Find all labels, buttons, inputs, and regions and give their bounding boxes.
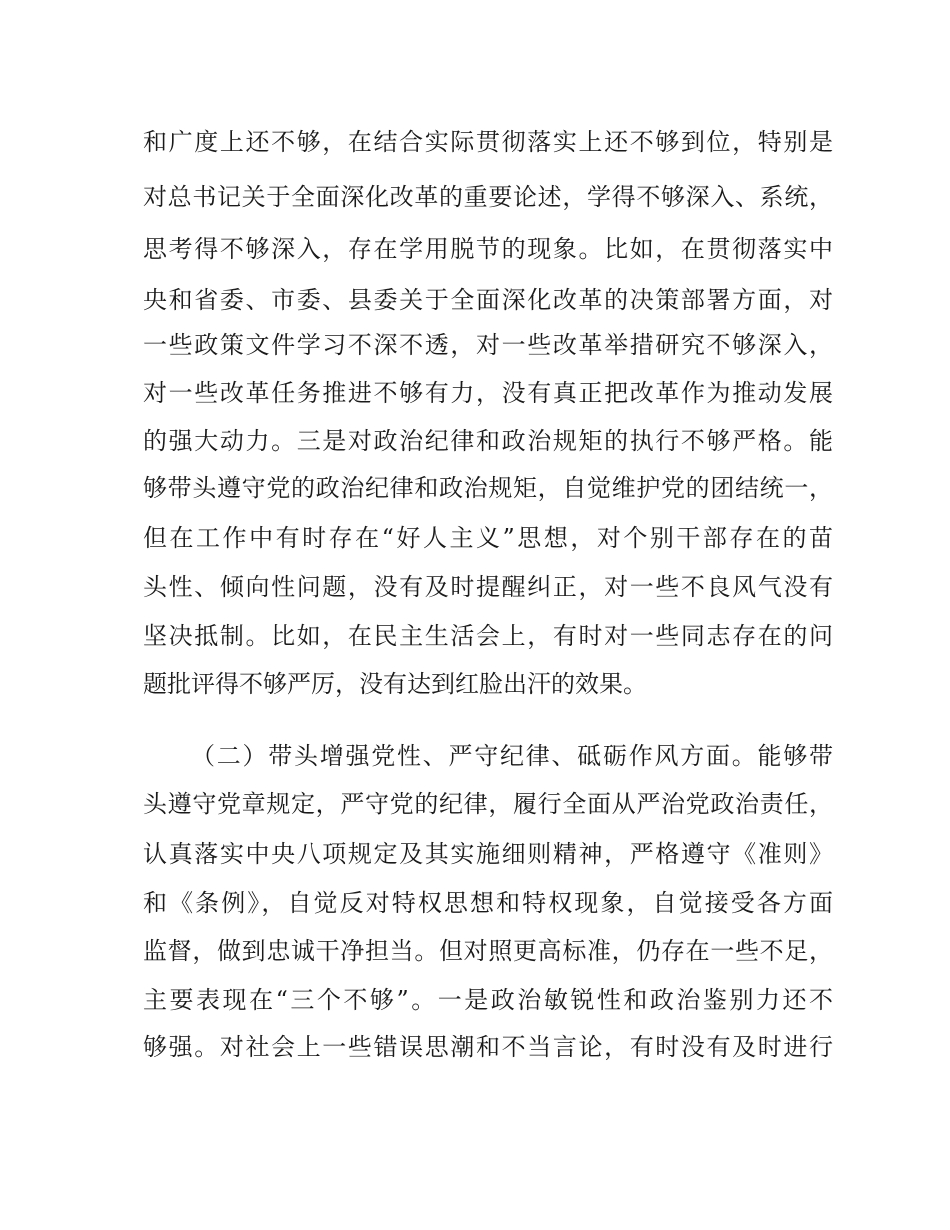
paragraph-line: （二）带头增强党性、严守纪律、砥砺作风方面。能够带: [191, 742, 833, 770]
paragraph-line: 主要表现在“三个不够”。一是政治敏锐性和政治鉴别力还不: [143, 986, 833, 1014]
paragraph-line: 央和省委、市委、县委关于全面深化改革的决策部署方面，对: [143, 286, 833, 314]
paragraph-line: 思考得不够深入，存在学用脱节的现象。比如，在贯彻落实中: [143, 235, 833, 263]
paragraph-line: 的强大动力。三是对政治纪律和政治规矩的执行不够严格。能: [143, 427, 833, 455]
paragraph-line: 题批评得不够严厉，没有达到红脸出汗的效果。: [143, 670, 647, 698]
paragraph-line: 和《条例》，自觉反对特权思想和特权现象，自觉接受各方面: [143, 889, 833, 917]
paragraph-line: 一些政策文件学习不深不透，对一些改革举措研究不够深入，: [143, 331, 833, 359]
paragraph-line: 但在工作中有时存在“好人主义”思想，对个别干部存在的苗: [143, 524, 833, 552]
paragraph-line: 认真落实中央八项规定及其实施细则精神，严格遵守《准则》: [143, 840, 833, 868]
paragraph-line: 够强。对社会上一些错误思潮和不当言论，有时没有及时进行: [143, 1033, 833, 1061]
paragraph-line: 对总书记关于全面深化改革的重要论述，学得不够深入、系统，: [143, 183, 833, 211]
paragraph-line: 坚决抵制。比如，在民主生活会上，有时对一些同志存在的问: [143, 622, 833, 650]
paragraph-line: 头遵守党章规定，严守党的纪律，履行全面从严治党政治责任，: [143, 790, 833, 818]
paragraph-line: 够带头遵守党的政治纪律和政治规矩，自觉维护党的团结统一，: [143, 474, 833, 502]
paragraph-line: 和广度上还不够，在结合实际贯彻落实上还不够到位，特别是: [143, 128, 833, 156]
paragraph-line: 监督，做到忠诚干净担当。但对照更高标准，仍存在一些不足，: [143, 937, 833, 965]
paragraph-line: 头性、倾向性问题，没有及时提醒纠正，对一些不良风气没有: [143, 573, 833, 601]
paragraph-line: 对一些改革任务推进不够有力，没有真正把改革作为推动发展: [143, 379, 833, 407]
